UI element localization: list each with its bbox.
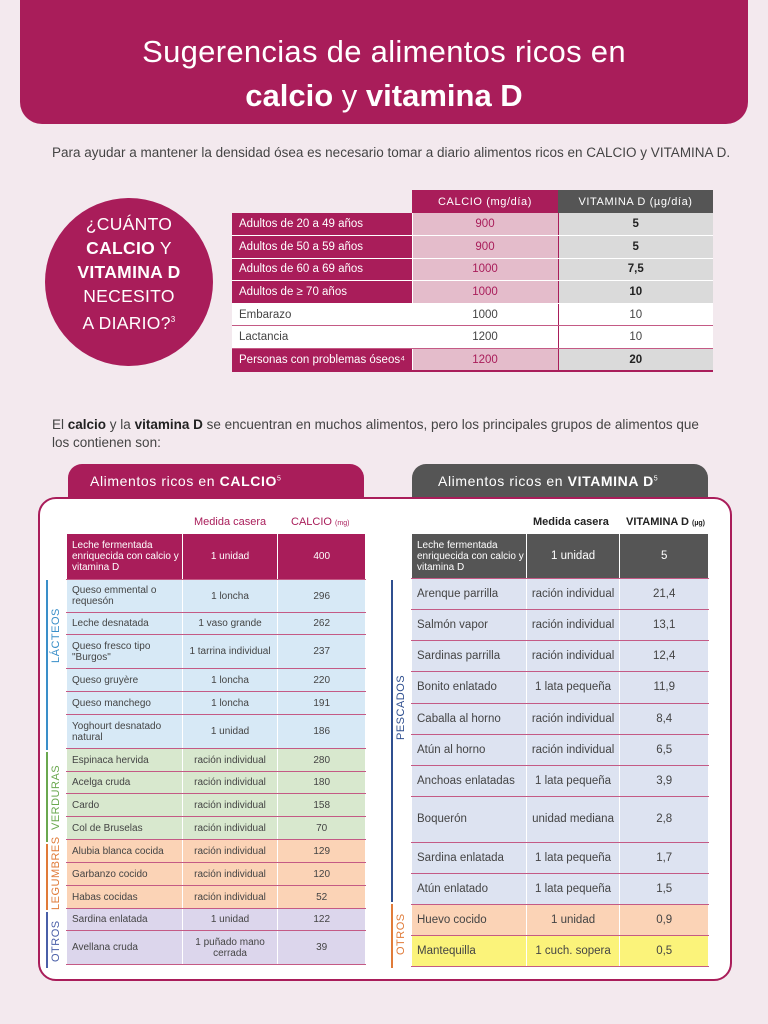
requirement-row [232, 258, 713, 281]
requirement-vitd: 5 [558, 213, 713, 236]
vitd-food-name: Boquerón [412, 797, 527, 843]
vitd-food-row [412, 735, 709, 766]
calcio-food-row [67, 772, 366, 794]
calcio-food-row [67, 580, 366, 613]
vitd-food-name: Huevo cocido [412, 905, 527, 936]
requirement-label: Adultos de 20 a 49 años [232, 213, 412, 236]
calcio-food-name: Yoghourt desnatado natural [67, 715, 183, 749]
otros-calcio-bracket [46, 912, 48, 968]
requirement-label: Adultos de 60 a 69 años [232, 258, 412, 281]
calcio-food-row [67, 909, 366, 931]
calcio-food-medida: 1 loncha [182, 580, 278, 613]
calcio-food-row [67, 669, 366, 692]
vitd-food-valor: 1,7 [620, 843, 709, 874]
vitd-food-row [412, 641, 709, 672]
legumbres-bracket [46, 844, 48, 910]
vitd-food-row [412, 874, 709, 905]
calcio-food-name: Cardo [67, 794, 183, 817]
vitd-food-valor: 11,9 [620, 672, 709, 704]
vitd-food-row [412, 843, 709, 874]
calcio-food-row [67, 840, 366, 863]
group-label-pescados: PESCADOS [395, 674, 407, 740]
calcio-food-name: Leche desnatada [67, 613, 183, 635]
vitd-food-medida: ración individual [526, 579, 620, 610]
calcio-food-valor: 158 [278, 794, 366, 817]
vitd-food-row [412, 704, 709, 735]
vitd-food-name: Sardinas parrilla [412, 641, 527, 672]
calcio-col-valor: CALCIO (mg) [291, 516, 350, 528]
calcio-col-medida: Medida casera [194, 516, 267, 528]
vitd-food-medida: 1 cuch. sopera [526, 936, 620, 967]
group-label-otros-calcio: OTROS [50, 920, 62, 962]
vitd-food-row [412, 610, 709, 641]
vitd-food-medida: 1 lata pequeña [526, 843, 620, 874]
requirement-row [232, 213, 713, 236]
vitd-food-row [412, 936, 709, 967]
calcio-food-valor: 129 [278, 840, 366, 863]
requirement-label: Adultos de 50 a 59 años [232, 236, 412, 259]
calcio-food-row [67, 863, 366, 886]
title-line-2: calcio y vitamina D [245, 78, 523, 113]
question-circle: ¿CUÁNTO CALCIO Y VITAMINA D NECESITO A DIARIO?$^3$ [45, 198, 213, 366]
calcio-food-valor: 400 [278, 534, 366, 580]
requirement-calcio: 1000 [412, 303, 558, 326]
vitd-food-medida: ración individual [526, 735, 620, 766]
vitd-food-row [412, 579, 709, 610]
vitd-food-medida: ración individual [526, 641, 620, 672]
vitd-col-medida: Medida casera [533, 516, 609, 528]
requirement-vitd: 10 [558, 326, 713, 349]
calcio-food-valor: 120 [278, 863, 366, 886]
calcio-food-valor: 180 [278, 772, 366, 794]
vitd-food-medida: ración individual [526, 704, 620, 735]
calcio-food-row [67, 692, 366, 715]
vitd-food-medida: 1 lata pequeña [526, 672, 620, 704]
requirement-calcio: 1200 [412, 349, 558, 372]
calcio-food-name: Avellana cruda [67, 931, 183, 965]
requirement-label: Embarazo [232, 303, 412, 326]
requirement-vitd: 10 [558, 281, 713, 304]
calcio-food-medida: 1 unidad [182, 715, 278, 749]
calcio-food-valor: 237 [278, 635, 366, 669]
vitd-food-valor: 8,4 [620, 704, 709, 735]
calcio-food-medida: ración individual [182, 749, 278, 772]
calcio-food-medida: 1 vaso grande [182, 613, 278, 635]
calcio-food-medida: ración individual [182, 863, 278, 886]
calcio-food-name: Queso manchego [67, 692, 183, 715]
calcio-food-valor: 220 [278, 669, 366, 692]
vitd-food-name: Arenque parrilla [412, 579, 527, 610]
requirement-vitd: 10 [558, 303, 713, 326]
lacteos-bracket [46, 580, 48, 750]
vitd-food-valor: 6,5 [620, 735, 709, 766]
calcio-food-valor: 296 [278, 580, 366, 613]
calcio-food-medida: 1 loncha [182, 669, 278, 692]
calcio-food-valor: 191 [278, 692, 366, 715]
requirement-label: Lactancia [232, 326, 412, 349]
calcio-food-valor: 52 [278, 886, 366, 909]
tab-vitamina-d: Alimentos ricos en VITAMINA $D^5$ [412, 464, 708, 498]
requirement-label: Personas con problemas óseos⁴ [232, 349, 412, 372]
vitd-food-name: Salmón vapor [412, 610, 527, 641]
vitd-food-medida: 1 unidad [526, 534, 620, 579]
vitd-food-valor: 21,4 [620, 579, 709, 610]
calcio-food-row [67, 534, 366, 580]
vitd-food-valor: 2,8 [620, 797, 709, 843]
calcio-food-medida: ración individual [182, 840, 278, 863]
requirement-calcio: 900 [412, 236, 558, 259]
groups-intro-text: El calcio y la vitamina D se encuentran en muchos alimentos, pero los principales grupos de alimentos que los contienen son: [52, 417, 699, 450]
vitd-food-valor: 12,4 [620, 641, 709, 672]
requirement-calcio: 900 [412, 213, 558, 236]
calcio-food-row [67, 794, 366, 817]
calcio-food-row [67, 931, 366, 965]
vitd-food-row [412, 905, 709, 936]
calcio-food-name: Acelga cruda [67, 772, 183, 794]
header-calcio: CALCIO (mg/día) [412, 190, 558, 213]
vitd-food-valor: 13,1 [620, 610, 709, 641]
intro-text: Para ayudar a mantener la densidad ósea es necesario tomar a diario alimentos ricos en CALCIO y VITAMINA D. [52, 145, 731, 160]
vitd-food-valor: 3,9 [620, 766, 709, 797]
calcio-food-name: Sardina enlatada [67, 909, 183, 931]
vitd-food-valor: 1,5 [620, 874, 709, 905]
vitd-food-name: Anchoas enlatadas [412, 766, 527, 797]
vitd-col-valor: VITAMINA D (µg) [626, 516, 705, 528]
calcio-food-valor: 280 [278, 749, 366, 772]
calcio-food-medida: ración individual [182, 886, 278, 909]
vitd-food-valor: 0,5 [620, 936, 709, 967]
requirement-label: Adultos de ≥ 70 años [232, 281, 412, 304]
calcio-food-name: Garbanzo cocido [67, 863, 183, 886]
calcio-food-medida: 1 puñado mano cerrada [182, 931, 278, 965]
calcio-food-row [67, 749, 366, 772]
calcio-food-name: Queso fresco tipo "Burgos" [67, 635, 183, 669]
requirement-calcio: 1000 [412, 281, 558, 304]
vitd-food-medida: ración individual [526, 610, 620, 641]
title-line-1: Sugerencias de alimentos ricos en [142, 34, 626, 69]
calcio-food-medida: 1 tarrina individual [182, 635, 278, 669]
vitd-food-row [412, 797, 709, 843]
calcio-food-valor: 70 [278, 817, 366, 840]
calcio-food-medida: 1 unidad [182, 534, 278, 580]
calcio-food-valor: 186 [278, 715, 366, 749]
calcio-food-valor: 122 [278, 909, 366, 931]
calcio-food-row [67, 613, 366, 635]
calcio-food-medida: ración individual [182, 817, 278, 840]
vitd-food-row [412, 672, 709, 704]
vitd-food-name: Atún enlatado [412, 874, 527, 905]
requirement-calcio: 1200 [412, 326, 558, 349]
calcio-food-name: Col de Bruselas [67, 817, 183, 840]
vitd-food-medida: 1 unidad [526, 905, 620, 936]
vitd-food-name: Sardina enlatada [412, 843, 527, 874]
requirement-row [232, 326, 713, 349]
vitd-food-medida: 1 lata pequeña [526, 766, 620, 797]
calcio-food-row [67, 817, 366, 840]
header-vitamina-d: VITAMINA D (µg/día) [558, 190, 713, 213]
calcio-food-name: Queso emmental o requesón [67, 580, 183, 613]
requirement-row [232, 349, 713, 372]
calcio-food-row [67, 715, 366, 749]
vitd-food-valor: 0,9 [620, 905, 709, 936]
vitd-food-valor: 5 [620, 534, 709, 579]
calcio-food-medida: 1 loncha [182, 692, 278, 715]
calcio-food-name: Queso gruyère [67, 669, 183, 692]
group-label-otros-vitd: OTROS [395, 913, 407, 955]
calcio-food-valor: 39 [278, 931, 366, 965]
title-banner [20, 0, 748, 124]
requirement-row [232, 303, 713, 326]
calcio-food-name: Habas cocidas [67, 886, 183, 909]
calcio-foods-table [66, 533, 366, 965]
vitd-food-medida: unidad mediana [526, 797, 620, 843]
calcio-food-row [67, 886, 366, 909]
vitd-food-name: Atún al horno [412, 735, 527, 766]
calcio-food-medida: ración individual [182, 794, 278, 817]
calcio-food-name: Espinaca hervida [67, 749, 183, 772]
vitamina-d-foods-table [411, 533, 709, 967]
requirement-row [232, 236, 713, 259]
vitd-food-row [412, 534, 709, 579]
verduras-bracket [46, 752, 48, 842]
calcio-food-medida: ración individual [182, 772, 278, 794]
vitd-food-name: Mantequilla [412, 936, 527, 967]
requirements-table [232, 190, 713, 372]
vitd-food-row [412, 766, 709, 797]
requirement-vitd: 7,5 [558, 258, 713, 281]
tab-calcio: Alimentos ricos en CALCIO$^5$ [68, 464, 364, 498]
requirement-vitd: 5 [558, 236, 713, 259]
calcio-food-name: Leche fermentada enriquecida con calcio y vitamina D [67, 534, 183, 580]
vitd-food-name: Bonito enlatado [412, 672, 527, 704]
pescados-bracket [391, 580, 393, 902]
group-label-lacteos: LÁCTEOS [50, 608, 62, 663]
vitd-food-name: Caballa al horno [412, 704, 527, 735]
calcio-food-name: Alubia blanca cocida [67, 840, 183, 863]
calcio-food-row [67, 635, 366, 669]
calcio-food-valor: 262 [278, 613, 366, 635]
vitd-food-medida: 1 lata pequeña [526, 874, 620, 905]
otros-vitd-bracket [391, 904, 393, 968]
requirement-row [232, 281, 713, 304]
group-label-legumbres: LEGUMBRES [50, 836, 62, 910]
calcio-food-medida: 1 unidad [182, 909, 278, 931]
group-label-verduras: VERDURAS [50, 764, 62, 830]
requirement-vitd: 20 [558, 349, 713, 372]
vitd-food-name: Leche fermentada enriquecida con calcio y vitamina D [412, 534, 527, 579]
requirement-calcio: 1000 [412, 258, 558, 281]
